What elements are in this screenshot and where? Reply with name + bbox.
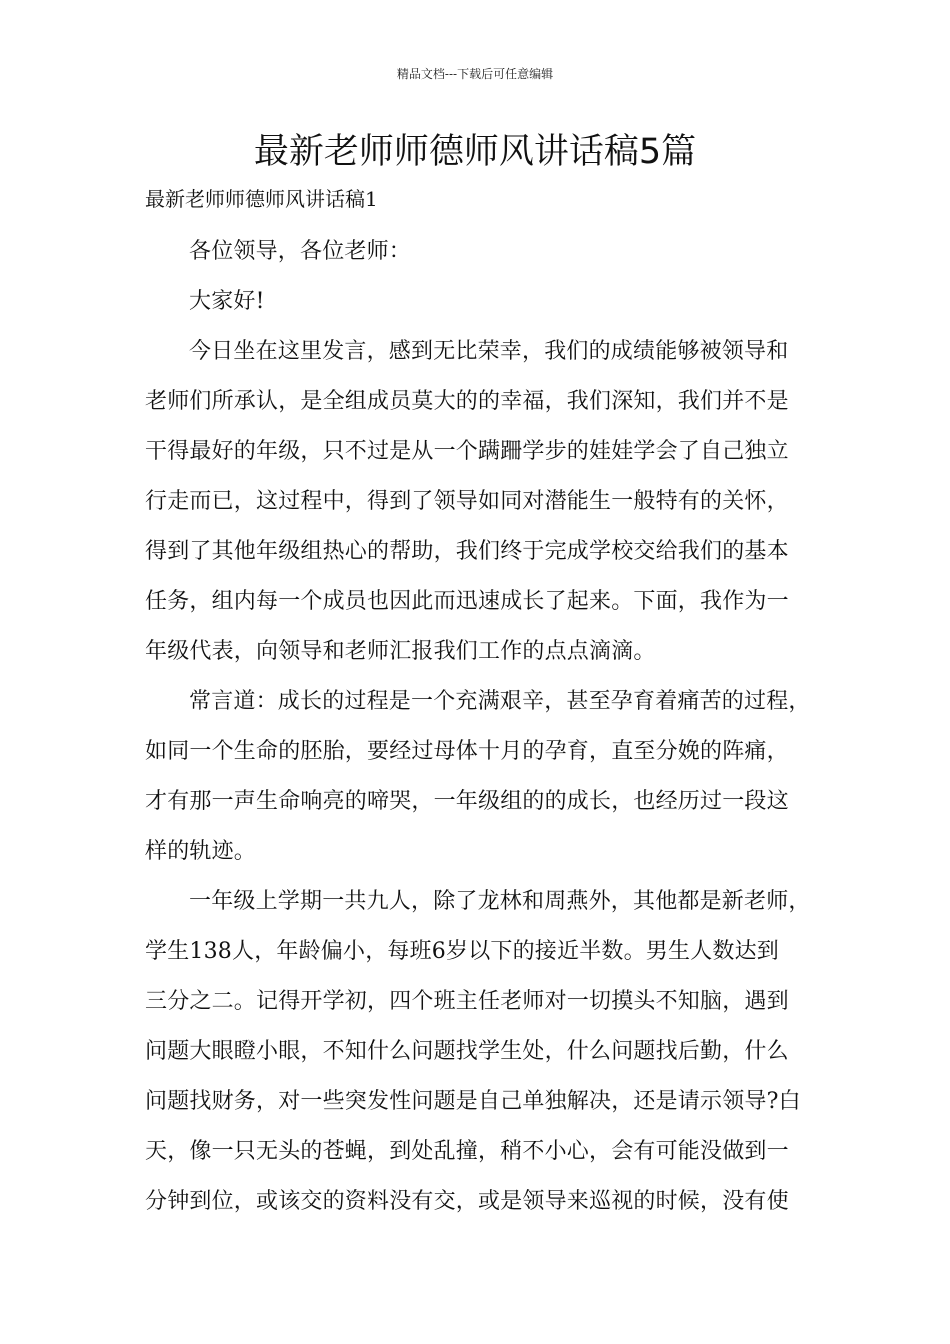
paragraph-line: 天，像一只无头的苍蝇，到处乱撞，稍不小心，会有可能没做到一	[145, 1139, 789, 1164]
paragraph-line: 行走而已，这过程中，得到了领导如同对潜能生一般特有的关怀，	[145, 489, 789, 514]
paragraph-line: 学生138人，年龄偏小，每班6岁以下的接近半数。男生人数达到	[145, 939, 779, 964]
paragraph-line: 问题大眼瞪小眼，不知什么问题找学生处，什么问题找后勤，什么	[145, 1039, 789, 1064]
paragraph-line: 得到了其他年级组热心的帮助，我们终于完成学校交给我们的基本	[145, 539, 789, 564]
paragraph-line: 常言道：成长的过程是一个充满艰辛，甚至孕育着痛苦的过程，	[189, 689, 811, 714]
paragraph-line: 才有那一声生命响亮的啼哭，一年级组的的成长，也经历过一段这	[145, 789, 789, 814]
paragraph-line: 分钟到位，或该交的资料没有交，或是领导来巡视的时候，没有使	[145, 1189, 789, 1214]
paragraph-line: 大家好!	[189, 289, 265, 314]
document-title: 最新老师师德师风讲话稿5篇	[253, 132, 697, 172]
paragraph-line: 老师们所承认，是全组成员莫大的的幸福，我们深知，我们并不是	[145, 389, 789, 414]
paragraph-line: 各位领导，各位老师：	[189, 239, 412, 264]
paragraph-line: 干得最好的年级，只不过是从一个蹒跚学步的娃娃学会了自己独立	[145, 439, 789, 464]
paragraph-line: 问题找财务，对一些突发性问题是自己单独解决，还是请示领导?白	[145, 1089, 801, 1114]
paragraph-line: 任务，组内每一个成员也因此而迅速成长了起来。下面，我作为一	[145, 589, 789, 614]
paragraph-line: 今日坐在这里发言，感到无比荣幸，我们的成绩能够被领导和	[189, 339, 789, 364]
page-header: 精品文档---下载后可任意编辑	[396, 67, 554, 81]
paragraph-line: 三分之二。记得开学初，四个班主任老师对一切摸头不知脑，遇到	[145, 989, 789, 1014]
paragraph-line: 一年级上学期一共九人，除了龙林和周燕外，其他都是新老师，	[189, 889, 811, 914]
paragraph-line: 年级代表，向领导和老师汇报我们工作的点点滴滴。	[145, 639, 656, 664]
paragraph-line: 样的轨迹。	[145, 839, 257, 864]
document-body	[145, 227, 811, 1227]
document-subtitle: 最新老师师德师风讲话稿1	[145, 187, 378, 211]
paragraph-line: 如同一个生命的胚胎，要经过母体十月的孕育，直至分娩的阵痛，	[145, 739, 789, 764]
